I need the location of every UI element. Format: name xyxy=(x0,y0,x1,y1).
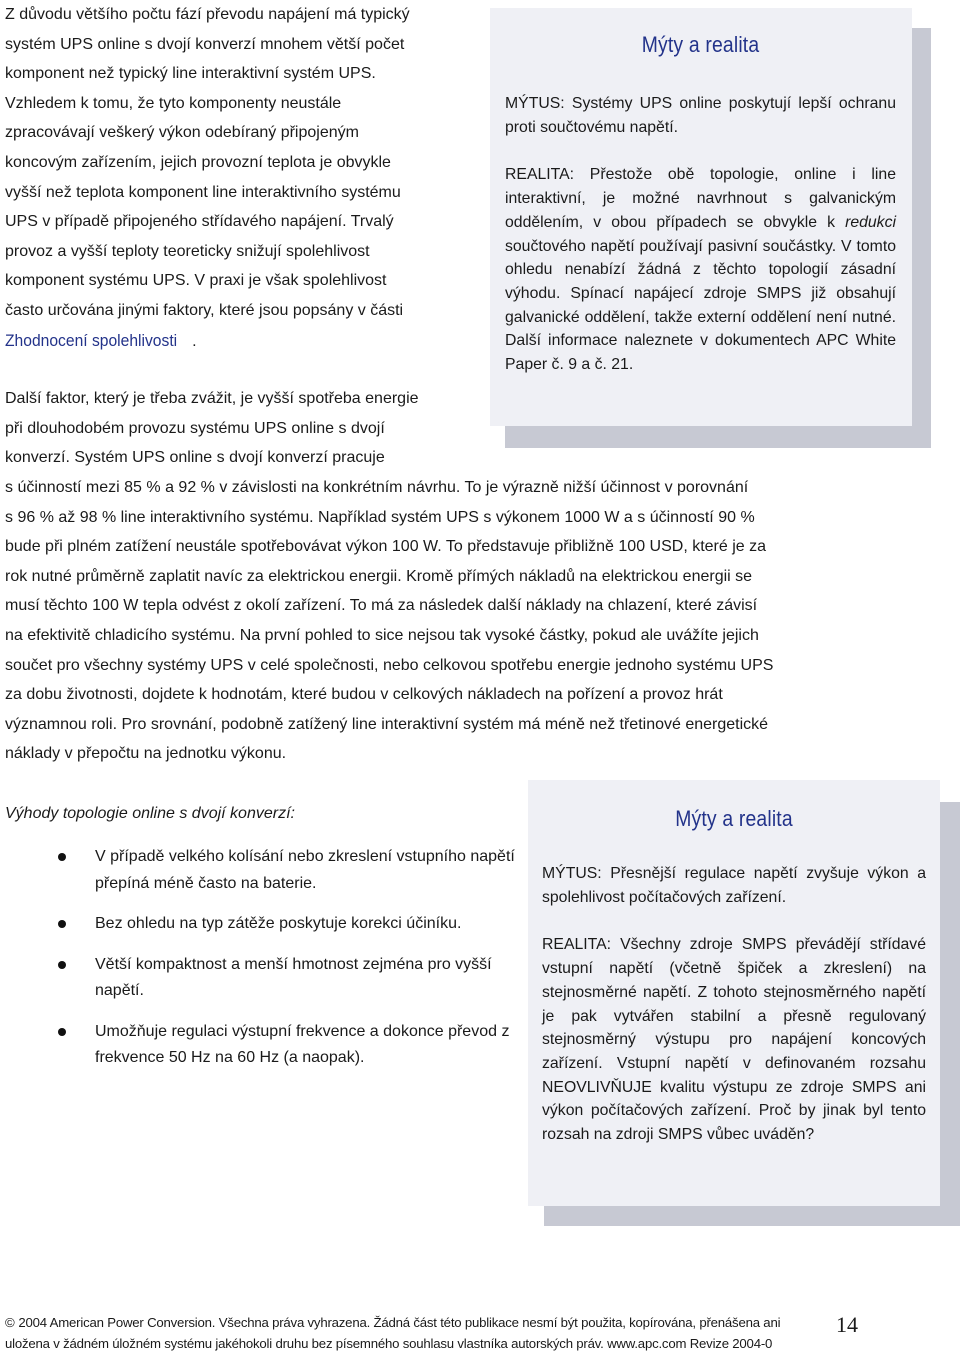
reliability-link[interactable]: Zhodnocení spolehlivosti xyxy=(5,330,178,350)
copyright-icon: © xyxy=(5,1315,15,1330)
advantages-section xyxy=(5,800,515,1086)
intro-last-line xyxy=(5,326,485,356)
text-line: často určována jinými faktory, které jsou popsány v části xyxy=(5,301,404,319)
text-line: při dlouhodobém provozu systému UPS online s dvojí xyxy=(5,419,385,437)
text-line: zpracovávají veškerý výkon odebíraný připojeným xyxy=(5,124,359,142)
text-line: rok nutné průměrně zaplatit navíc za elektrickou energii. Kromě přímých nákladů na elektrickou energii se xyxy=(5,567,753,585)
text-line: provoz a vyšší teploty teoreticky snižují spolehlivost xyxy=(5,242,370,260)
advantages-title: Výhody topologie online s dvojí konverzí: xyxy=(5,805,295,822)
text-line: musí těchto 100 W tepla odvést z okolí zařízení. To má za následek další náklady na chlazení, které závisí xyxy=(5,597,758,615)
text-line: za dobu životnosti, dojdete k hodnotám, které budou v celkových nákladech na pořízení a provoz hrát xyxy=(5,686,723,704)
bullet-icon xyxy=(58,1028,66,1036)
intro-paragraph xyxy=(5,0,485,355)
text-line: komponent systému UPS. V praxi je však spolehlivost xyxy=(5,272,387,290)
energy-paragraph-narrow xyxy=(5,384,485,473)
text-line: vyšší než teplota komponent line interaktivního systému xyxy=(5,183,401,201)
bullet-icon xyxy=(58,853,66,861)
text-line: UPS v případě připojeného střídavého napájení. Trvalý xyxy=(5,213,394,231)
text-line: Vzhledem k tomu, že tyto komponenty neustále xyxy=(5,94,342,112)
text-line: komponent než typický line interaktivní systém UPS. xyxy=(5,65,376,83)
advantage-item xyxy=(5,911,515,938)
text-line: na efektivitě chladicího systému. Na první pohled to sice nejsou tak vysoké částky, pokud ale uvážíte jejich xyxy=(5,626,759,644)
text-line: součet pro všechny systémy UPS v celé společnosti, nebo celkovou spotřebu energie jednoho systému UPS xyxy=(5,656,774,674)
text-line: Z důvodu většího počtu fází převodu napájení má typický xyxy=(5,6,410,23)
sidebar-2-title: Mýty a realita xyxy=(675,806,793,831)
page-number: 14 xyxy=(836,1312,858,1337)
text-line: náklady v přepočtu na jednotku výkonu. xyxy=(5,745,287,763)
energy-paragraph-wide xyxy=(5,473,885,769)
advantage-text: Umožňuje regulaci výstupní frekvence a dokonce převod z frekvence 50 Hz na 60 Hz (a naopak). xyxy=(95,1022,510,1066)
text-line: Další faktor, který je třeba zvážit, je vyšší spotřeba energie xyxy=(5,390,419,407)
text-line: významnou roli. Pro srovnání, podobně zatížený line interaktivní systém má méně než třetinové energetické xyxy=(5,715,769,733)
text-line: bude při plném zatížení neustále spotřebovávat výkon 100 W. To představuje přibližně 100 USD, které je za xyxy=(5,538,767,556)
myth-reality-box-2 xyxy=(528,780,940,1206)
sidebar-2-reality: REALITA: Všechny zdroje SMPS převádějí střídavé vstupní napětí (včetně špiček a zkreslení) na stejnosměrné napětí. Z tohoto stejnosměrného napětí je pak vytvářen stabilní a přesně regulovaný stejnosměrný výstupu pro napájení koncových zařízení. Vstupní napětí v definovaném rozsahu NEOVLIVŇUJE kvalitu výstupu ze zdroje SMPS ani výkon počítačových zařízení. Proč by jinak byl tento rozsah na zdroji SMPS vůbec uváděn? xyxy=(542,936,926,1144)
copyright-line-1: © 2004 American Power Conversion. Všechna práva vyhrazena. Žádná část této publikace nesmí být použita, kopírována, přenášena ani xyxy=(5,1315,781,1330)
advantages-list xyxy=(5,844,515,1072)
advantage-text: V případě velkého kolísání nebo zkreslení vstupního napětí přepíná méně často na baterie. xyxy=(95,848,515,892)
bullet-icon xyxy=(58,920,66,928)
myth-reality-box-1 xyxy=(490,8,912,426)
advantage-item xyxy=(5,952,515,1005)
intro-lines xyxy=(5,0,485,326)
advantage-item xyxy=(5,844,515,897)
intro-link-suffix: . xyxy=(192,332,197,350)
text-line: s účinností mezi 85 % a 92 % v závislosti na konkrétním návrhu. To je výrazně nižší účinnost v porovnání xyxy=(5,479,749,496)
advantage-item xyxy=(5,1019,515,1072)
sidebar-2-myth: MÝTUS: Přesnější regulace napětí zvyšuje výkon a spolehlivost počítačových zařízení. xyxy=(542,865,926,906)
advantage-text: Větší kompaktnost a menší hmotnost zejména pro vyšší napětí. xyxy=(95,955,492,999)
sidebar-1-title: Mýty a realita xyxy=(641,32,760,57)
text-line: konverzí. Systém UPS online s dvojí konverzí pracuje xyxy=(5,449,385,467)
footer xyxy=(5,1312,805,1354)
text-line: systém UPS online s dvojí konverzí mnohem větší počet xyxy=(5,35,405,53)
bullet-icon xyxy=(58,961,66,969)
text-line: koncovým zařízením, jejich provozní teplota je obvykle xyxy=(5,153,391,171)
advantage-text: Bez ohledu na typ zátěže poskytuje korekci účiníku. xyxy=(95,915,462,932)
copyright-line-2: uložena v žádném úložném systému jakéhokoli druhu bez písemného souhlasu vlastníka autorských práv. www.apc.com Revize 2004-0 xyxy=(5,1336,773,1351)
sidebar-1-myth: MÝTUS: Systémy UPS online poskytují lepší ochranu proti součtovému napětí. xyxy=(505,95,896,136)
sidebar-1-reality: REALITA: Přestože obě topologie, online i line interaktivní, je možné navrhnout s galvanickým oddělením, v obou případech se obvykle k redukci součtového napětí používají pasivní součástky. V tomto ohledu nenabízí žádná z těchto topologií zásadní výhodu. Spínací napájecí zdroje SMPS již obsahují galvanické oddělení, takže externí oddělení není nutné. Další informace naleznete v dokumentech APC White Paper č. 9 a č. 21. xyxy=(505,166,896,374)
text-line: s 96 % až 98 % line interaktivního systému. Například systém UPS s výkonem 1000 W a s účinností 90 % xyxy=(5,508,755,526)
